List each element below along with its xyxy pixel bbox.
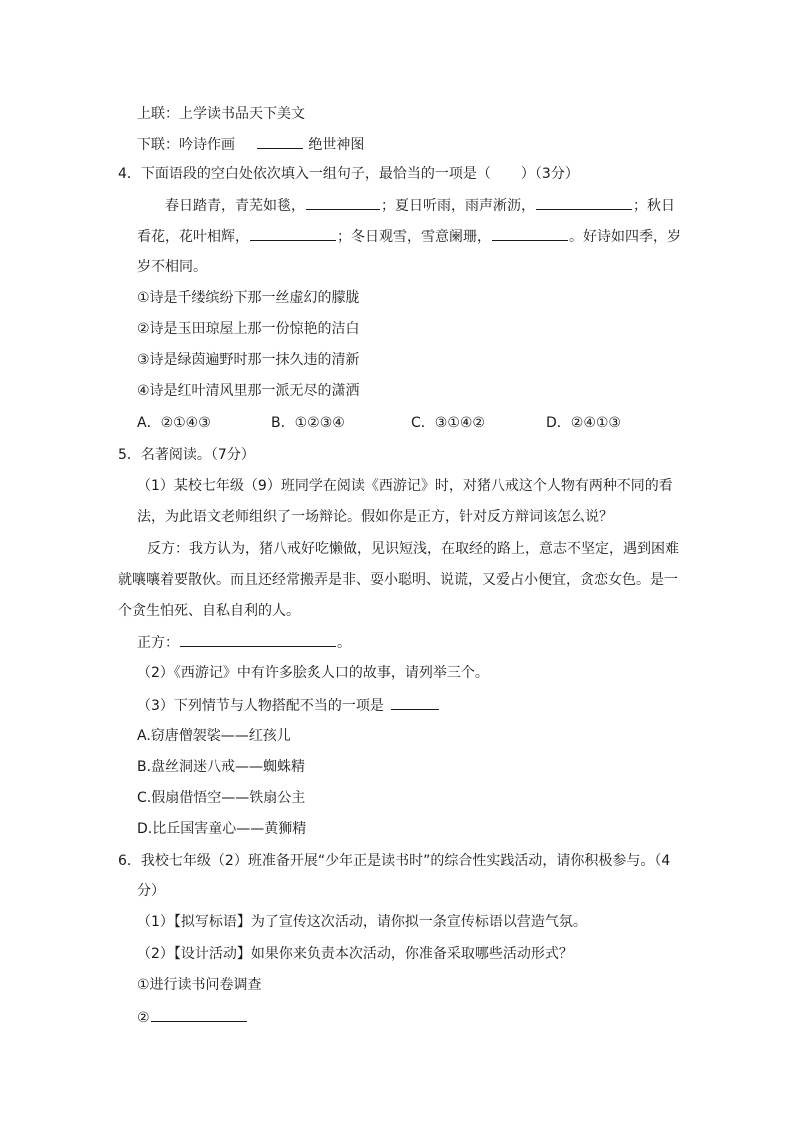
q4-p2c: 。好诗如四季，岁: [569, 229, 681, 245]
q6-sub2: （2）【设计活动】如果你来负责本次活动，你准备采取哪些活动形式？: [137, 946, 573, 962]
q4-stem-text: 4．下面语段的空白处依次填入一组句子，最恰当的一项是（: [118, 166, 491, 182]
couplet-lower-prefix: 下联：吟诗作画: [137, 137, 235, 153]
q4-p2a: 看花，花叶相辉，: [137, 229, 249, 245]
q4-paragraph-line3: 岁不相同。: [137, 259, 207, 275]
q4-p2b: ；冬日观雪，雪意阑珊，: [337, 229, 491, 245]
q5-sub3-blank[interactable]: [391, 695, 439, 710]
q4-item-4: ④诗是红叶清风里那一派无尽的潇洒: [137, 383, 360, 399]
q5-zheng-suffix: 。: [337, 635, 351, 651]
q4-option-b[interactable]: B．①②③④: [271, 415, 345, 431]
q5-fan-line1: 反方：我方认为，猪八戒好吃懒做，见识短浅，在取经的路上，意志不坚定，遇到困难: [147, 541, 679, 557]
q5-choice-d[interactable]: D.比丘国害童心——黄狮精: [137, 821, 307, 837]
q5-sub1-line2: 法，为此语文老师组织了一场辩论。假如你是正方，针对反方辩词该怎么说？: [137, 509, 613, 525]
q4-option-d[interactable]: D．②④①③: [546, 415, 621, 431]
q5-choice-c[interactable]: C.假扇借悟空——铁扇公主: [137, 790, 306, 806]
q5-zheng-blank[interactable]: [180, 632, 336, 647]
q4-stem: [118, 164, 579, 184]
q4-option-a[interactable]: A．②①④③: [137, 415, 211, 431]
q6-sub1: （1）【拟写标语】为了宣传这次活动，请你拟一条宣传标语以营造气氛。: [137, 914, 587, 930]
q6-item2-marker: ②: [137, 1010, 150, 1026]
q4-blank-3[interactable]: [250, 226, 336, 241]
q4-p1a: 春日踏青，青芜如毯，: [165, 198, 305, 214]
couplet-upper: 上联：上学读书品天下美文: [137, 106, 305, 122]
q6-stem-line2: 分）: [137, 883, 165, 899]
q4-option-c[interactable]: C．③①④②: [411, 415, 485, 431]
q5-fan-line2: 就嚷嚷着要散伙。而且还经常搬弄是非、耍小聪明、说谎，又爱占小便宜，贪恋女色。是一: [118, 572, 678, 588]
q4-stem-end: ）（3分）: [520, 166, 579, 182]
q5-stem: 5．名著阅读。（7分）: [118, 447, 255, 463]
q4-blank-1[interactable]: [306, 195, 380, 210]
q4-paragraph-line2: [137, 226, 681, 247]
q5-zheng-prefix: 正方：: [137, 635, 179, 651]
q5-sub3-text: （3）下列情节与人物搭配不当的一项是: [137, 698, 384, 714]
q5-zheng: [137, 632, 351, 653]
q4-item-1: ①诗是千缕缤纷下那一丝虚幻的朦胧: [137, 290, 360, 306]
q4-paragraph-line1: [165, 195, 675, 216]
couplet-lower-suffix: 绝世神图: [308, 137, 365, 153]
couplet-lower: [137, 134, 364, 155]
q6-item-1: ①进行读书问卷调查: [137, 977, 262, 993]
q4-blank-2[interactable]: [536, 195, 632, 210]
q4-p1c: ；秋日: [633, 198, 675, 214]
q5-choice-b[interactable]: B.盘丝洞迷八戒——蜘蛛精: [137, 759, 306, 775]
q4-p1b: ；夏日听雨，雨声淅沥，: [381, 198, 535, 214]
q5-sub3: [137, 695, 440, 716]
q6-item-2: [137, 1007, 248, 1028]
q5-sub1-line1: （1）某校七年级（9）班同学在阅读《西游记》时，对猪八戒这个人物有两种不同的看: [137, 478, 673, 494]
q4-blank-4[interactable]: [492, 226, 568, 241]
q6-stem-line1: 6．我校七年级（2）班准备开展“少年正是读书时”的综合性实践活动，请你积极参与。（4: [118, 853, 671, 869]
couplet-blank[interactable]: [257, 134, 303, 149]
q5-fan-line3: 个贪生怕死、自私自利的人。: [118, 603, 300, 619]
q5-sub2: （2）《西游记》中有许多脍炙人口的故事，请列举三个。: [137, 665, 489, 681]
q5-choice-a[interactable]: A.窃唐僧袈裟——红孩儿: [137, 728, 291, 744]
q6-item2-blank[interactable]: [151, 1007, 247, 1022]
q4-item-3: ③诗是绿茵遍野时那一抹久违的清新: [137, 352, 360, 368]
q4-item-2: ②诗是玉田琼屋上那一份惊艳的洁白: [137, 321, 360, 337]
